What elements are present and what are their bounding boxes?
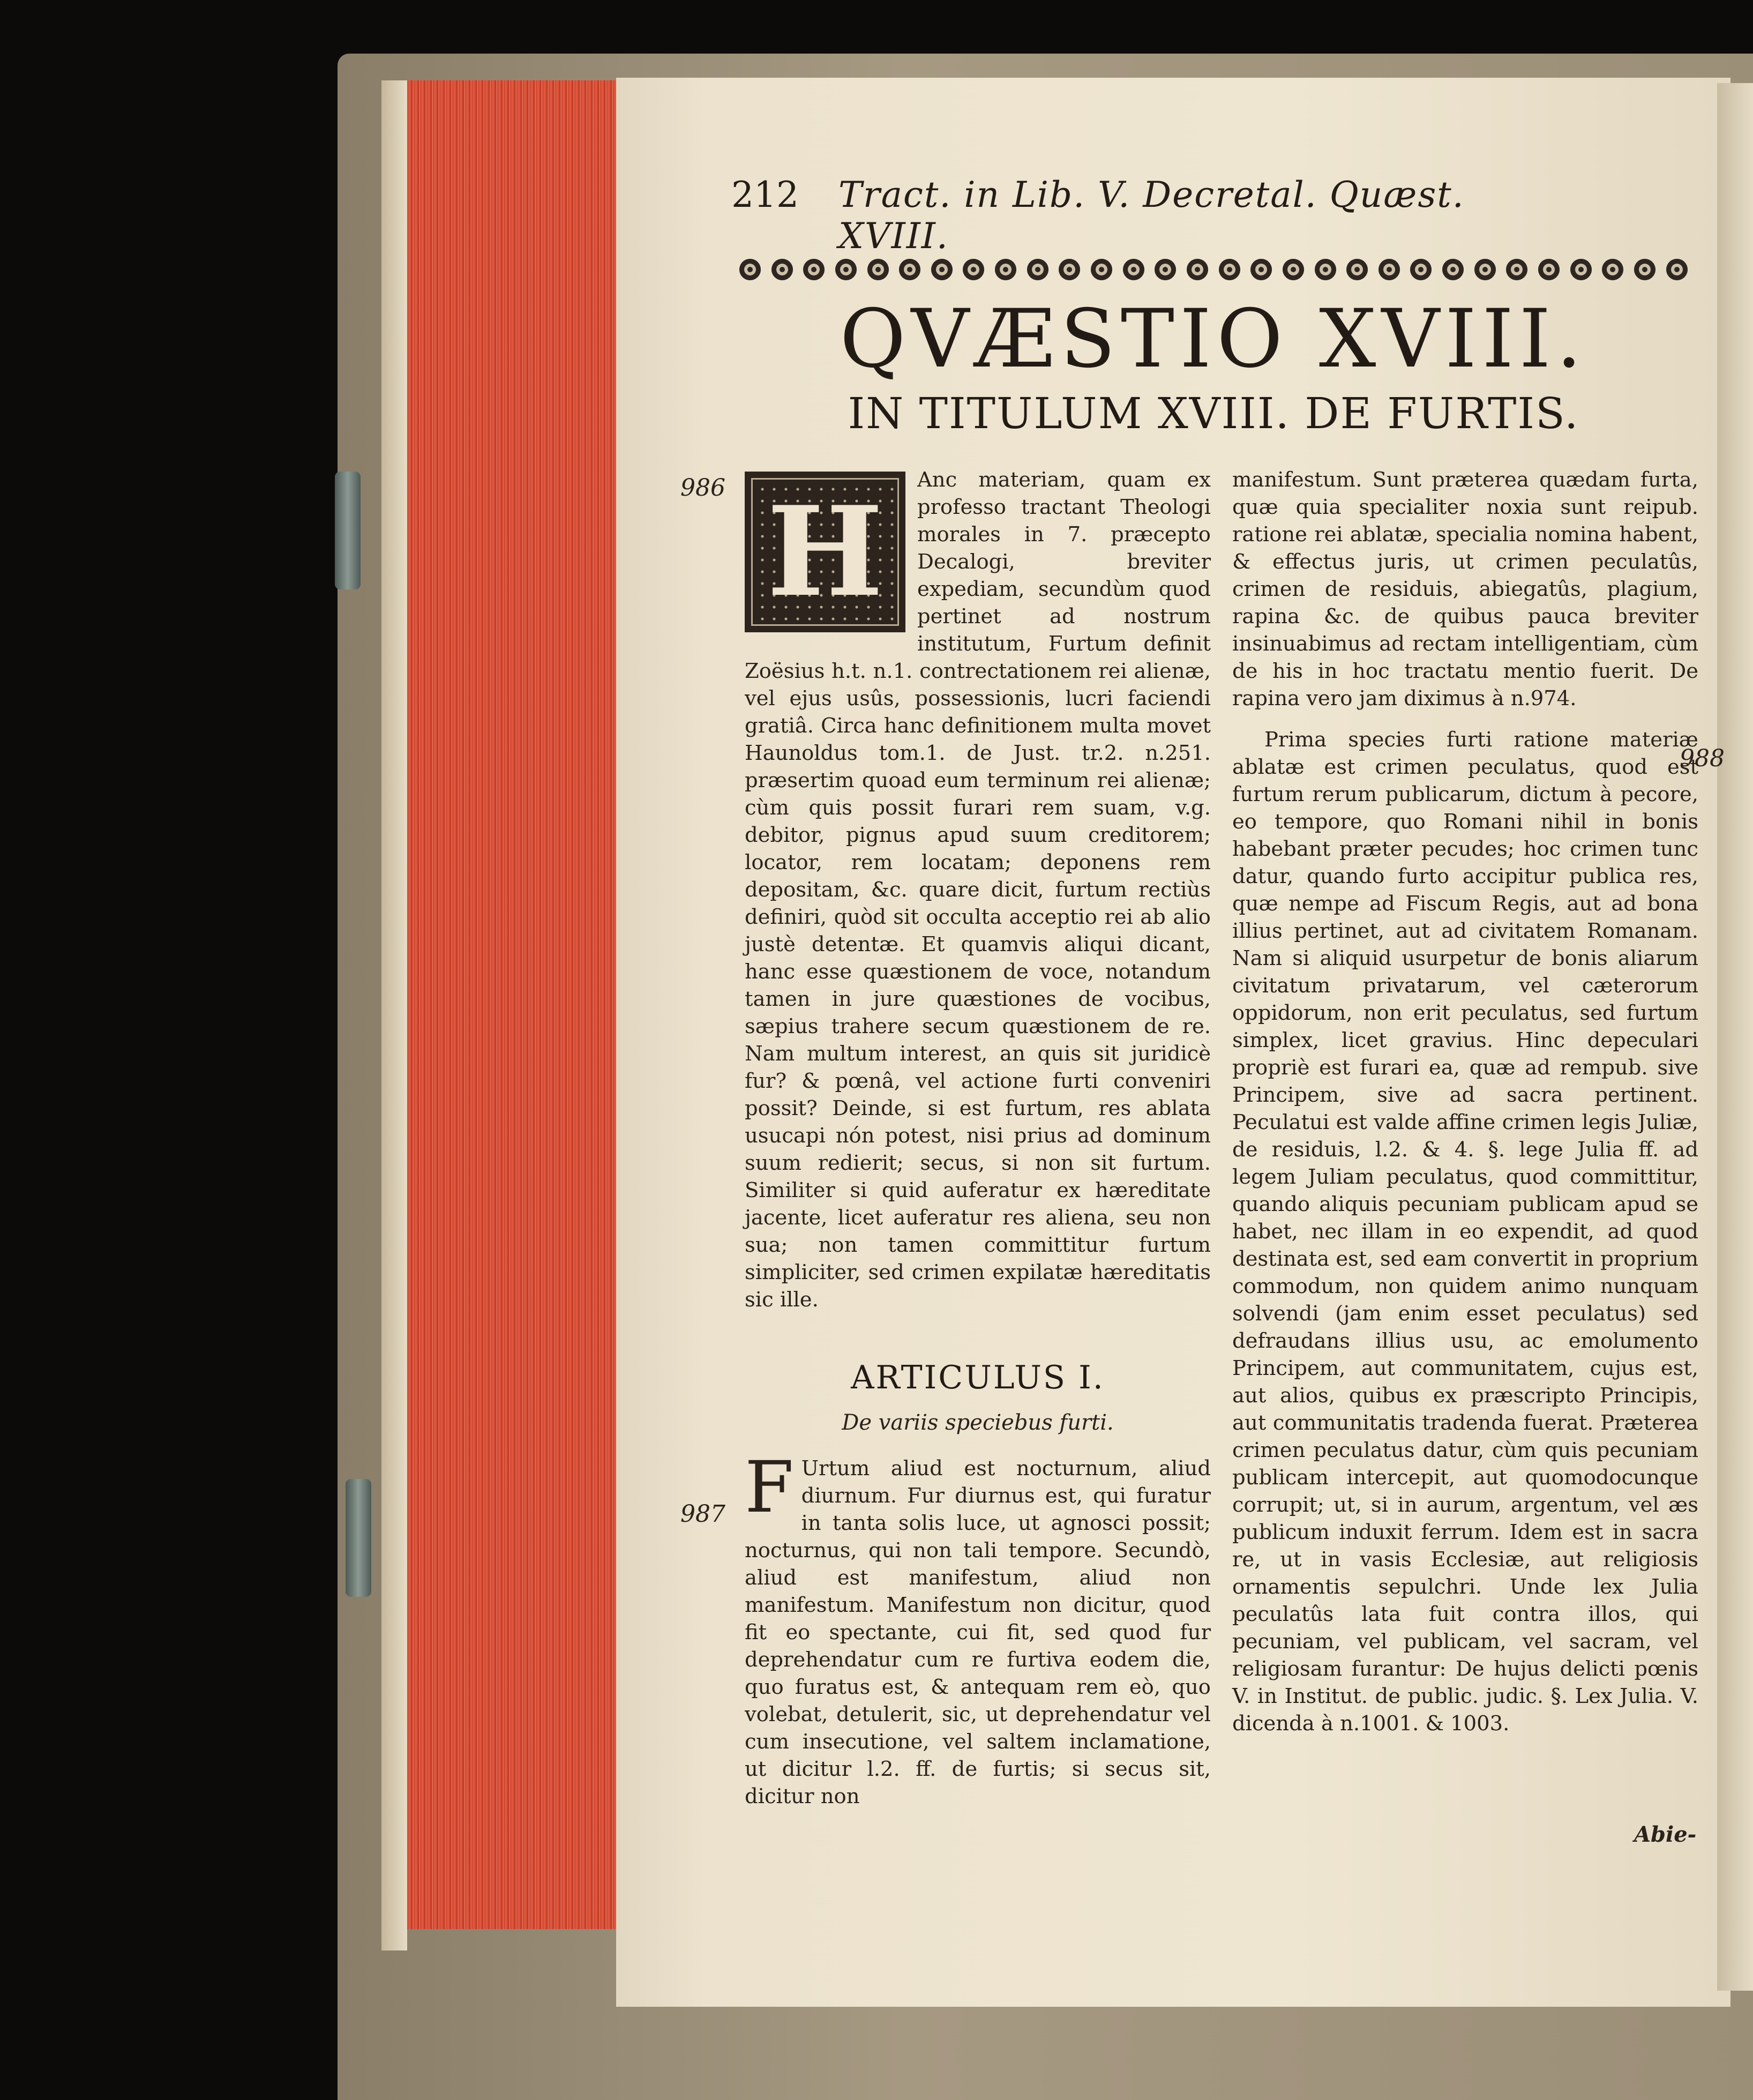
clasp-upper [335,472,361,589]
article-initial: F [745,1446,794,1529]
left-column [745,466,1211,1810]
ornament-band [739,252,1688,287]
article-subheading: De variis speciebus furti. [842,1410,1114,1435]
facing-page-edge [1717,83,1753,1991]
clasp-lower [346,1479,371,1597]
margin-number-986: 986 [680,474,725,502]
red-page-edges [407,80,616,1929]
catchword: Abie- [1634,1822,1697,1847]
right-paragraph-1: manifestum. Sunt præterea quædam furta, quæ quia specialiter noxia sunt reipub. ratione rei ablatæ, specialia nomina habent, & effectus juris, ut crimen peculatûs, crimen de residuis, abiegatûs, plagium, rapina &c. de quibus pauca breviter insinuabimus ad rectam intelligentiam, cùm de his in hoc tractatu mentio fuerit. De rapina vero jam diximus à n.974. [1232,468,1698,711]
article-heading: ARTICULUS I. [851,1359,1105,1396]
running-header [731,174,1567,257]
right-column [1232,466,1698,1737]
margin-number-987: 987 [680,1500,725,1528]
question-subtitle: IN TITULUM XVIII. DE FURTIS. [848,388,1579,438]
article-paragraph: Urtum aliud est nocturnum, aliud diurnum. Fur diurnus est, qui furatur in tanta solis luce, ut agnosci possit; nocturnus, qui non tali tempore. Secundò, aliud est manifestum, aliud non manifestum. Manifestum non dicitur, quod fit eo spectante, cui fit, sed quod fur deprehendatur cum re furtiva eodem die, quo furatus est, & antequam rem eò, quo volebat, detulerit, sic, ut deprehendatur vel cum insecutione, vel saltem inclamatione, ut dicitur l.2. ff. de furtis; si secus sit, dicitur non [745,1456,1211,1808]
page-fore-edge [381,80,407,1950]
decorated-initial: H [745,472,905,632]
right-paragraph-2: Prima species furti ratione materiæ ablatæ est crimen peculatus, quod est furtum rerum publicarum, dictum à pecore, eo tempore, quo Romani nihil in bonis habebant præter pecudes; hoc crimen tunc datur, quando furto accipitur publica res, quæ nempe ad Fiscum Regis, aut ad bona illius pertinet, aut ad civitatem Romanam. Nam si aliquid usurpetur de bonis aliarum civitatum privatarum, vel cæterorum oppidorum, non erit peculatus, sed furtum simplex, licet gravius. Hinc depeculari propriè est furari ea, quæ ad rempub. sive Principem, sive ad sacra pertinent. Peculatui est valde affine crimen legis Juliæ, de residuis, l.2. & 4. §. lege Julia ff. ad legem Juliam peculatus, quod committitur, quando aliquis pecuniam publicam apud se habet, nec illam in eo expendit, ad quod destinata est, sed eam convertit in proprium commodum, non quidem animo nunquam solvendi (jam enim esset peculatus) sed defraudans illius usu, ac emolumento Principem, aut communitatem, cujus est, aut alios, quibus ex præscripto Principis, aut communitatis tradenda fuerat. Præterea crimen peculatus datur, cùm quis pecuniam publicam intercepit, aut quomodocunque corrupit; ut, si in aurum, argentum, vel æs publicum induxit ferrum. Idem est in sacra re, ut in vasis Ecclesiæ, aut religiosis ornamentis sepulchri. Unde lex Julia peculatûs lata fuit contra illos, qui pecuniam, vel publicam, vel sacram, vel religiosam furantur: De hujus delicti pœnis V. in Institut. de public. judic. §. Lex Julia. V. dicenda à n.1001. & 1003. [1232,728,1698,1736]
intro-paragraph: Anc materiam, quam ex professo tractant Theologi morales in 7. præcepto Decalogi, breviter expediam, secundùm quod pertinet ad nostrum institutum, Furtum definit Zoësius h.t. n.1. contrectationem rei alienæ, vel ejus usûs, possessionis, lucri faciendi gratiâ. Circa hanc definitionem multa movet Haunoldus tom.1. de Just. tr.2. n.251. præsertim quoad eum terminum rei alienæ; cùm quis possit furari rem suam, v.g. debitor, pignus apud suum creditorem; locator, rem locatam; deponens rem depositam, &c. quare dicit, furtum rectiùs definiri, quòd sit occulta acceptio rei ab alio justè detentæ. Et quamvis aliqui dicant, hanc esse quæstionem de voce, notandum tamen in jure quæstiones de vocibus, sæpius trahere secum quæstionem de re. Nam multum interest, an quis sit juridicè fur? & pœnâ, vel actione furti conveniri possit? Deinde, si est furtum, res ablata usucapi nón potest, nisi prius ad dominum suum redierit; secus, si non sit furtum. Similiter si quid auferatur ex hæreditate jacente, licet auferatur res aliena, seu non sua; non tamen committitur furtum simpliciter, sed crimen expilatæ hæreditatis sic ille. [745,468,1211,1312]
page-number: 212 [731,174,799,215]
question-title: QVÆSTIO XVIII. [840,293,1587,386]
margin-number-988: 988 [1680,745,1725,772]
running-head-text: Tract. in Lib. V. Decretal. Quæst. XVIII. [838,174,1465,257]
